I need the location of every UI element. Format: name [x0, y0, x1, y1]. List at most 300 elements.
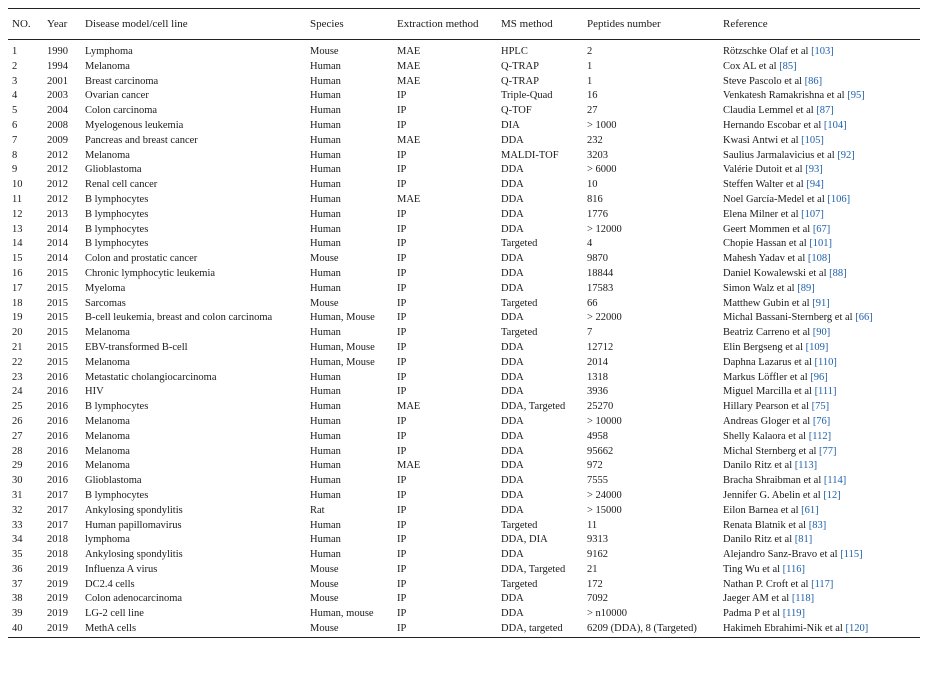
cell-disease: B lymphocytes — [85, 401, 149, 413]
cell-reference — [719, 385, 920, 400]
cell-year: 2019 — [47, 563, 68, 575]
cell-no: 5 — [12, 105, 18, 117]
cell-extraction: IP — [397, 267, 407, 279]
cell-peptides: 1318 — [587, 371, 608, 383]
table-row — [8, 504, 920, 519]
reference-link[interactable]: [113] — [794, 460, 818, 472]
cell-year: 2016 — [47, 415, 68, 427]
cell-no: 8 — [12, 149, 18, 161]
reference-link[interactable]: [90] — [812, 327, 831, 339]
reference-link[interactable]: [95] — [847, 90, 865, 102]
table-row — [8, 237, 920, 252]
cell-disease: Renal cell cancer — [85, 179, 158, 191]
reference-link[interactable]: [117] — [811, 578, 834, 590]
cell-disease: Chronic lymphocytic leukemia — [85, 267, 216, 279]
reference-author: Mahesh Yadav et al — [723, 253, 808, 265]
cell-no: 6 — [12, 119, 18, 131]
cell-peptides: 2014 — [587, 356, 608, 368]
cell-peptides: 3203 — [587, 149, 608, 161]
reference-author: Padma P et al — [723, 608, 783, 620]
cell-extraction: IP — [397, 386, 407, 398]
reference-author: Bracha Shraibman et al — [723, 475, 824, 487]
cell-year: 2018 — [47, 534, 68, 546]
reference-link[interactable]: [67] — [812, 223, 831, 235]
cell-reference — [719, 134, 920, 149]
cell-reference — [719, 341, 920, 356]
cell-ms-method: Targeted — [501, 519, 538, 531]
cell-extraction: IP — [397, 208, 407, 220]
reference-author: Matthew Gubin et al — [723, 297, 813, 309]
cell-reference — [719, 237, 920, 252]
reference-link[interactable]: [106] — [827, 193, 851, 205]
cell-extraction: IP — [397, 341, 407, 353]
cell-peptides: 4 — [587, 238, 593, 250]
cell-year: 2015 — [47, 341, 68, 353]
cell-disease: Human papillomavirus — [85, 519, 182, 531]
reference-author: Noel García-Medel et al — [723, 193, 828, 205]
table-row — [8, 445, 920, 460]
cell-species: Mouse — [310, 578, 339, 590]
cell-species: Mouse — [310, 253, 339, 265]
cell-peptides: 1 — [587, 60, 593, 72]
cell-ms-method: DDA — [501, 549, 524, 561]
cell-disease: Ovarian cancer — [85, 90, 149, 102]
cell-reference — [719, 400, 920, 415]
reference-link[interactable]: [94] — [806, 179, 824, 191]
cell-year: 2017 — [47, 519, 68, 531]
table-row — [8, 385, 920, 400]
cell-year: 1994 — [47, 60, 68, 72]
cell-no: 18 — [12, 297, 23, 309]
reference-author: Michal Sternberg et al — [723, 445, 820, 457]
reference-author: Ting Wu et al — [723, 563, 783, 575]
cell-year: 2015 — [47, 356, 68, 368]
cell-disease: Ankylosing spondylitis — [85, 549, 183, 561]
cell-year: 2016 — [47, 445, 68, 457]
cell-ms-method: Targeted — [501, 297, 538, 309]
cell-species: Human — [310, 105, 341, 117]
table-row — [8, 607, 920, 622]
cell-year: 2012 — [47, 193, 68, 205]
cell-peptides: 6209 (DDA), 8 (Targeted) — [587, 623, 697, 635]
cell-ms-method: MALDI-TOF — [501, 149, 559, 161]
cell-extraction: IP — [397, 312, 407, 324]
header-extraction: Extraction method — [397, 17, 479, 30]
cell-reference — [719, 592, 920, 607]
cell-year: 2019 — [47, 623, 68, 635]
cell-extraction: IP — [397, 282, 407, 294]
cell-year: 2013 — [47, 208, 68, 220]
cell-extraction: IP — [397, 534, 407, 546]
cell-year: 2016 — [47, 371, 68, 383]
cell-ms-method: DDA — [501, 282, 524, 294]
cell-ms-method: DDA — [501, 371, 524, 383]
reference-link[interactable]: [66] — [855, 312, 873, 324]
cell-extraction: IP — [397, 179, 407, 191]
reference-link[interactable]: [101] — [809, 238, 833, 250]
cell-ms-method: DDA — [501, 608, 524, 620]
reference-author: Beatriz Carreno et al — [723, 327, 813, 339]
cell-species: Human, mouse — [310, 608, 374, 620]
cell-year: 2018 — [47, 549, 68, 561]
reference-link[interactable]: [93] — [805, 164, 823, 176]
cell-no: 15 — [12, 253, 23, 265]
cell-species: Human — [310, 223, 341, 235]
cell-species: Human — [310, 445, 341, 457]
cell-no: 11 — [12, 193, 23, 205]
reference-link[interactable]: [105] — [801, 134, 824, 146]
cell-year: 2012 — [47, 164, 68, 176]
cell-reference — [719, 149, 920, 164]
header-disease: Disease model/cell line — [85, 17, 188, 30]
cell-extraction: MAE — [397, 193, 421, 205]
table-row — [8, 578, 920, 593]
cell-extraction: IP — [397, 430, 407, 442]
cell-year: 2016 — [47, 401, 68, 413]
cell-no: 39 — [12, 608, 23, 620]
cell-extraction: MAE — [397, 460, 421, 472]
cell-peptides: 2 — [587, 46, 593, 57]
cell-species: Rat — [310, 504, 325, 516]
cell-reference — [719, 519, 920, 534]
cell-ms-method: DDA — [501, 208, 524, 220]
table-row — [8, 193, 920, 208]
cell-no: 9 — [12, 164, 18, 176]
reference-author: Elena Milner et al — [723, 208, 802, 220]
cell-species: Mouse — [310, 563, 339, 575]
cell-disease: Melanoma — [85, 415, 130, 427]
reference-link[interactable]: [107] — [801, 208, 824, 220]
cell-extraction: IP — [397, 327, 407, 339]
table-header-row — [8, 9, 920, 40]
cell-year: 2019 — [47, 593, 68, 605]
reference-author: Steve Pascolo et al — [723, 75, 805, 87]
cell-species: Human — [310, 475, 341, 487]
reference-link[interactable]: [77] — [819, 445, 837, 457]
cell-no: 30 — [12, 475, 23, 487]
header-species: Species — [310, 17, 344, 30]
cell-peptides: 4958 — [587, 430, 608, 442]
reference-author: Alejandro Sanz-Bravo et al — [723, 549, 841, 561]
cell-peptides: 18844 — [587, 267, 614, 279]
cell-ms-method: DDA — [501, 164, 524, 176]
reference-author: Geert Mommen et al — [723, 223, 813, 235]
table-row — [8, 371, 920, 386]
table-row — [8, 149, 920, 164]
reference-link[interactable]: [89] — [797, 282, 815, 294]
cell-disease: Lymphoma — [85, 46, 133, 57]
reference-link[interactable]: [61] — [801, 504, 819, 516]
cell-year: 2017 — [47, 489, 68, 501]
cell-ms-method: DDA — [501, 504, 524, 516]
cell-extraction: IP — [397, 164, 407, 176]
cell-species: Human — [310, 460, 341, 472]
reference-link[interactable]: [110] — [814, 356, 837, 368]
cell-no: 36 — [12, 563, 23, 575]
reference-author: Andreas Gloger et al — [723, 415, 813, 427]
cell-reference — [719, 178, 920, 193]
cell-reference — [719, 297, 920, 312]
cell-no: 22 — [12, 356, 23, 368]
cell-peptides: 3936 — [587, 386, 608, 398]
reference-author: Venkatesh Ramakrishna et al — [723, 90, 848, 102]
cell-reference — [719, 311, 920, 326]
cell-no: 26 — [12, 415, 23, 427]
cell-peptides: 9162 — [587, 549, 608, 561]
cell-disease: B lymphocytes — [85, 193, 149, 205]
table-row — [8, 252, 920, 267]
cell-year: 2016 — [47, 430, 68, 442]
cell-extraction: IP — [397, 356, 407, 368]
reference-link[interactable]: [87] — [816, 105, 834, 117]
reference-link[interactable]: [119] — [782, 608, 806, 620]
cell-disease: LG-2 cell line — [85, 608, 144, 620]
cell-ms-method: DIA — [501, 119, 520, 131]
cell-reference — [719, 622, 920, 637]
cell-no: 31 — [12, 489, 23, 501]
cell-species: Human — [310, 549, 341, 561]
table-row — [8, 223, 920, 238]
reference-link[interactable]: [115] — [840, 549, 863, 561]
cell-peptides: 9313 — [587, 534, 608, 546]
cell-peptides: 12712 — [587, 341, 614, 353]
reference-author: Hakimeh Ebrahimi-Nik et al — [723, 623, 846, 635]
cell-year: 2016 — [47, 386, 68, 398]
reference-link[interactable]: [76] — [812, 415, 831, 427]
cell-peptides: > 15000 — [587, 504, 622, 516]
reference-link[interactable]: [92] — [837, 149, 855, 161]
cell-reference — [719, 282, 920, 297]
reference-link[interactable]: [91] — [812, 297, 830, 309]
cell-year: 2012 — [47, 179, 68, 191]
cell-no: 12 — [12, 208, 23, 220]
cell-extraction: IP — [397, 623, 407, 635]
reference-link[interactable]: [114] — [823, 475, 847, 487]
reference-author: Danilo Ritz et al — [723, 534, 795, 546]
cell-peptides: 17583 — [587, 282, 614, 294]
cell-disease: DC2.4 cells — [85, 578, 135, 590]
cell-extraction: IP — [397, 593, 407, 605]
cell-peptides: 95662 — [587, 445, 614, 457]
table-row — [8, 592, 920, 607]
cell-disease: Melanoma — [85, 445, 130, 457]
table-row — [8, 622, 920, 637]
cell-year: 2016 — [47, 460, 68, 472]
table-row — [8, 533, 920, 548]
reference-author: Elin Bergseng et al — [723, 341, 806, 353]
reference-link[interactable]: [104] — [823, 119, 847, 131]
cell-year: 2008 — [47, 119, 68, 131]
cell-no: 1 — [12, 46, 18, 57]
cell-disease: B lymphocytes — [85, 223, 149, 235]
reference-link[interactable]: [103] — [811, 46, 834, 57]
table-row — [8, 134, 920, 149]
cell-peptides: > 10000 — [587, 415, 622, 427]
cell-year: 2004 — [47, 105, 68, 117]
cell-no: 33 — [12, 519, 23, 531]
cell-ms-method: DDA, Targeted — [501, 563, 566, 575]
cell-year: 2015 — [47, 327, 68, 339]
table-row — [8, 60, 920, 75]
table-row — [8, 341, 920, 356]
header-ms-method: MS method — [501, 17, 553, 30]
reference-link[interactable]: [81] — [794, 534, 813, 546]
reference-author: Chopie Hassan et al — [723, 238, 810, 250]
cell-no: 23 — [12, 371, 23, 383]
reference-link[interactable]: [12] — [823, 489, 841, 501]
cell-extraction: IP — [397, 238, 407, 250]
reference-link[interactable]: [83] — [808, 519, 827, 531]
cell-no: 3 — [12, 75, 18, 87]
table-row — [8, 297, 920, 312]
cell-ms-method: HPLC — [501, 46, 528, 57]
cell-extraction: MAE — [397, 46, 421, 57]
table-row — [8, 430, 920, 445]
table-row — [8, 311, 920, 326]
table-row — [8, 400, 920, 415]
cell-disease: Sarcomas — [85, 297, 126, 309]
cell-reference — [719, 459, 920, 474]
cell-no: 37 — [12, 578, 23, 590]
cell-no: 28 — [12, 445, 23, 457]
cell-reference — [719, 104, 920, 119]
cell-peptides: 1 — [587, 75, 593, 87]
cell-ms-method: DDA — [501, 223, 524, 235]
cell-no: 25 — [12, 401, 23, 413]
cell-ms-method: DDA — [501, 356, 524, 368]
table-row — [8, 208, 920, 223]
cell-year: 2014 — [47, 223, 68, 235]
reference-author: Hernando Escobar et al — [723, 119, 824, 131]
cell-no: 21 — [12, 341, 23, 353]
cell-species: Human — [310, 134, 341, 146]
cell-reference — [719, 489, 920, 504]
cell-extraction: IP — [397, 105, 407, 117]
cell-year: 2015 — [47, 267, 68, 279]
cell-disease: Myelogenous leukemia — [85, 119, 184, 131]
cell-species: Human — [310, 119, 341, 131]
cell-disease: Melanoma — [85, 356, 130, 368]
cell-disease: Metastatic cholangiocarcinoma — [85, 371, 217, 383]
cell-peptides: > 22000 — [587, 312, 622, 324]
cell-disease: B lymphocytes — [85, 238, 149, 250]
cell-extraction: MAE — [397, 60, 421, 72]
reference-link[interactable]: [120] — [845, 623, 869, 635]
cell-species: Human — [310, 489, 341, 501]
cell-species: Human — [310, 193, 341, 205]
reference-author: Rötzschke Olaf et al — [723, 46, 812, 57]
table-row — [8, 489, 920, 504]
cell-reference — [719, 474, 920, 489]
cell-species: Human — [310, 75, 341, 87]
cell-extraction: IP — [397, 90, 407, 102]
cell-ms-method: Q-TRAP — [501, 75, 539, 87]
cell-peptides: 7 — [587, 327, 593, 339]
cell-year: 1990 — [47, 46, 68, 57]
cell-year: 2016 — [47, 475, 68, 487]
cell-disease: Colon adenocarcinoma — [85, 593, 183, 605]
reference-author: Daniel Kowalewski et al — [723, 267, 830, 279]
cell-species: Human — [310, 401, 341, 413]
reference-link[interactable]: [85] — [779, 60, 797, 72]
cell-species: Human — [310, 534, 341, 546]
cell-ms-method: DDA — [501, 475, 524, 487]
cell-reference — [719, 548, 920, 563]
cell-peptides: 11 — [587, 519, 598, 531]
cell-no: 34 — [12, 534, 23, 546]
cell-disease: B-cell leukemia, breast and colon carcinoma — [85, 312, 273, 324]
reference-link[interactable]: [112] — [808, 430, 832, 442]
cell-peptides: > 24000 — [587, 489, 622, 501]
cell-ms-method: DDA, DIA — [501, 534, 548, 546]
cell-disease: Melanoma — [85, 430, 130, 442]
cell-species: Human — [310, 179, 341, 191]
reference-link[interactable]: [109] — [805, 341, 829, 353]
cell-species: Human — [310, 267, 341, 279]
cell-year: 2019 — [47, 608, 68, 620]
cell-extraction: IP — [397, 415, 407, 427]
reference-author: Claudia Lemmel et al — [723, 105, 817, 117]
cell-extraction: MAE — [397, 75, 421, 87]
reference-link[interactable]: [88] — [829, 267, 847, 279]
cell-reference — [719, 223, 920, 238]
cell-disease: Ankylosing spondylitis — [85, 504, 183, 516]
reference-link[interactable]: [116] — [782, 563, 806, 575]
reference-author: Hillary Pearson et al — [723, 401, 812, 413]
cell-no: 29 — [12, 460, 23, 472]
reference-link[interactable]: [96] — [810, 371, 828, 383]
cell-extraction: IP — [397, 563, 407, 575]
cell-ms-method: DDA — [501, 460, 524, 472]
table-row — [8, 282, 920, 297]
cell-ms-method: DDA — [501, 489, 524, 501]
reference-author: Jennifer G. Abelin et al — [723, 489, 824, 501]
cell-extraction: IP — [397, 253, 407, 265]
cell-extraction: IP — [397, 297, 407, 309]
cell-species: Human, Mouse — [310, 356, 375, 368]
cell-reference — [719, 208, 920, 223]
cell-species: Mouse — [310, 623, 339, 635]
cell-ms-method: DDA — [501, 179, 524, 191]
reference-link[interactable]: [108] — [807, 253, 831, 265]
cell-species: Human — [310, 60, 341, 72]
table-row — [8, 326, 920, 341]
cell-peptides: 25270 — [587, 401, 614, 413]
reference-author: Michal Bassani-Sternberg et al — [723, 312, 856, 324]
cell-disease: HIV — [85, 386, 104, 398]
cell-extraction: IP — [397, 504, 407, 516]
cell-year: 2015 — [47, 297, 68, 309]
cell-no: 13 — [12, 223, 23, 235]
table-row — [8, 178, 920, 193]
reference-author: Saulius Jarmalavicius et al — [723, 149, 838, 161]
cell-ms-method: DDA — [501, 267, 524, 279]
reference-link[interactable]: [75] — [811, 401, 830, 413]
table-row — [8, 415, 920, 430]
cell-reference — [719, 356, 920, 371]
reference-link[interactable]: [111] — [814, 386, 837, 398]
reference-link[interactable]: [86] — [804, 75, 823, 87]
header-year: Year — [47, 17, 68, 30]
cell-ms-method: Targeted — [501, 578, 538, 590]
reference-link[interactable]: [118] — [791, 593, 815, 605]
cell-year: 2003 — [47, 90, 68, 102]
cell-species: Human — [310, 208, 341, 220]
cell-year: 2017 — [47, 504, 68, 516]
table-row — [8, 459, 920, 474]
cell-species: Human — [310, 90, 341, 102]
cell-reference — [719, 89, 920, 104]
